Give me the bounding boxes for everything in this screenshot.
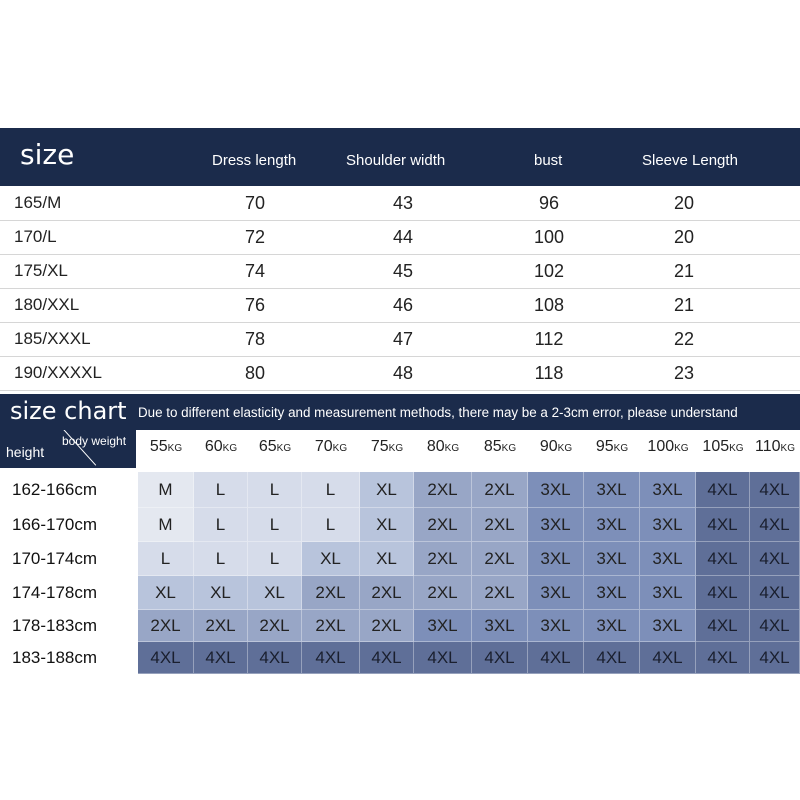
size-cell: L [302,472,360,508]
size-cell: 4XL [750,508,800,542]
measurement-value: 20 [673,227,695,247]
size-cell: 2XL [248,610,302,642]
size-label: 175/XL [14,261,68,280]
size-cell: 2XL [302,610,360,642]
size-label: 190/XXXXL [14,363,102,382]
measurement-value: 47 [392,329,414,349]
measurement-value: 80 [244,363,266,383]
size-table-row [0,322,800,357]
size-cell: 4XL [750,542,800,576]
size-label: 185/XXXL [14,329,91,348]
size-cell: XL [302,542,360,576]
size-cell: 3XL [640,472,696,508]
measurement-value: 44 [392,227,414,247]
weight-label: 65KG [258,438,292,455]
size-cell: M [138,508,194,542]
size-chart-note: Due to different elasticity and measurement methods, there may be a 2-3cm error, please understand [138,405,738,420]
size-cell: L [194,508,248,542]
measurement-value: 20 [673,193,695,213]
size-cell: L [248,542,302,576]
size-cell: 2XL [472,472,528,508]
measurement-value: 74 [244,261,266,281]
weight-label: 95KG [595,438,629,455]
height-label: 162-166cm [12,480,98,499]
size-cell: 4XL [194,642,248,674]
size-cell: 4XL [640,642,696,674]
weight-label: 90KG [539,438,573,455]
size-table-row [0,186,800,221]
size-cell: 4XL [302,642,360,674]
measurement-value: 46 [392,295,414,315]
weight-label: 85KG [483,438,517,455]
size-cell: L [248,472,302,508]
weight-label: 55KG [149,438,183,455]
size-chart-title: size chart [10,397,127,425]
size-cell: XL [248,576,302,610]
size-table-row [0,220,800,255]
weight-label: 60KG [204,438,238,455]
height-label: 174-178cm [12,583,98,602]
size-cell: 3XL [528,610,584,642]
measurement-value: 96 [538,193,560,213]
size-cell: 2XL [414,508,472,542]
chart-corner-cell [0,430,136,468]
size-cell: 3XL [640,542,696,576]
size-cell: L [194,472,248,508]
size-cell: 4XL [696,508,750,542]
size-table-row [0,288,800,323]
column-header-dress-length: Dress length [212,152,297,169]
measurement-value: 43 [392,193,414,213]
size-cell: XL [360,542,414,576]
size-table-row [0,356,800,391]
size-cell: 2XL [360,576,414,610]
size-label: 165/M [14,193,62,212]
size-cell: 4XL [360,642,414,674]
size-cell: 4XL [414,642,472,674]
size-cell: 3XL [640,576,696,610]
height-label: 183-188cm [12,648,98,667]
measurement-value: 102 [533,261,565,281]
measurement-value: 45 [392,261,414,281]
size-cell: 2XL [414,472,472,508]
column-header-shoulder-width: Shoulder width [346,152,446,169]
size-cell: 3XL [584,508,640,542]
size-label: 170/L [14,227,57,246]
weight-label: 80KG [426,438,460,455]
height-label: 178-183cm [12,616,98,635]
size-table-title: size [20,138,75,171]
size-cell: 3XL [640,508,696,542]
measurement-value: 23 [673,363,695,383]
size-cell: 3XL [640,610,696,642]
weight-label: 105KG [702,438,744,455]
size-cell: 2XL [138,610,194,642]
size-cell: 4XL [584,642,640,674]
column-header-bust: bust [534,152,563,169]
size-cell: 3XL [584,472,640,508]
measurement-value: 78 [244,329,266,349]
size-cell: XL [194,576,248,610]
column-header-sleeve-length: Sleeve Length [642,152,738,169]
size-cell: 2XL [472,576,528,610]
size-cell: 4XL [750,472,800,508]
size-cell: L [302,508,360,542]
size-cell: 2XL [414,542,472,576]
size-cell: 4XL [138,642,194,674]
size-table-header [0,128,800,186]
size-cell: 3XL [584,542,640,576]
size-cell: M [138,472,194,508]
size-cell: 2XL [360,610,414,642]
size-cell: XL [360,472,414,508]
size-cell: 3XL [472,610,528,642]
size-cell: L [248,508,302,542]
measurement-value: 22 [673,329,695,349]
size-cell: 4XL [696,472,750,508]
size-cell: 3XL [528,576,584,610]
weight-label: 70KG [314,438,348,455]
height-label: 170-174cm [12,549,98,568]
weight-label: 75KG [370,438,404,455]
measurement-value: 118 [534,363,564,383]
size-cell: 2XL [472,508,528,542]
weight-label: 110KG [755,438,795,455]
corner-height-label: height [6,444,45,460]
size-cell: 4XL [750,576,800,610]
height-label: 166-170cm [12,515,98,534]
size-cell: 3XL [528,542,584,576]
size-cell: 2XL [472,542,528,576]
measurement-value: 21 [673,295,695,315]
corner-weight-label: body weight [62,434,127,448]
size-cell: 4XL [696,542,750,576]
size-cell: 4XL [696,642,750,674]
size-cell: L [194,542,248,576]
size-cell: L [138,542,194,576]
size-cell: 4XL [750,642,800,674]
size-cell: 4XL [248,642,302,674]
size-cell: 2XL [194,610,248,642]
size-cell: 4XL [750,610,800,642]
size-cell: 3XL [528,508,584,542]
size-cell: XL [138,576,194,610]
size-cell: 4XL [696,610,750,642]
size-cell: 4XL [472,642,528,674]
measurement-value: 48 [392,363,414,383]
measurement-value: 72 [244,227,266,247]
measurement-value: 76 [244,295,266,315]
measurement-value: 108 [533,295,565,315]
size-table-row [0,254,800,289]
size-cell: 3XL [584,610,640,642]
measurement-value: 21 [673,261,695,281]
size-cell: XL [360,508,414,542]
size-chart-header [0,394,800,430]
measurement-value: 112 [534,329,564,349]
size-cell: 4XL [528,642,584,674]
size-cell: 3XL [414,610,472,642]
weight-label: 100KG [647,438,689,455]
size-label: 180/XXL [14,295,80,314]
measurement-value: 100 [533,227,565,247]
size-cell: 2XL [414,576,472,610]
size-cell: 3XL [528,472,584,508]
size-cell: 4XL [696,576,750,610]
size-cell: 3XL [584,576,640,610]
measurement-value: 70 [244,193,266,213]
size-cell: 2XL [302,576,360,610]
